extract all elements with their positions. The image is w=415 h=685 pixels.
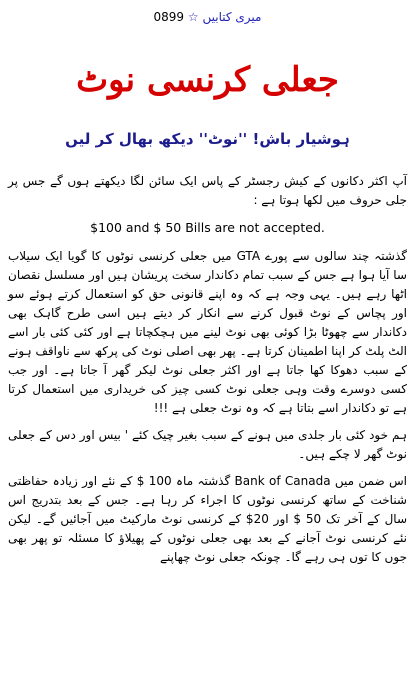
article-title: جعلی کرنسی نوٹ bbox=[76, 60, 339, 100]
header-site-name[interactable]: میری کتابیں bbox=[202, 10, 262, 24]
page-header bbox=[0, 10, 415, 30]
article-body bbox=[8, 172, 407, 575]
intro-paragraph: آپ اکثر دکانوں کے کیش رجسٹر کے پاس ایک سائن لگا دیکھتے ہوں گے جس پر جلی حروف میں لکھا ہوتا ہے : bbox=[8, 174, 407, 207]
notice-text: $100 and $ 50 Bills are not accepted. bbox=[90, 220, 325, 235]
article-subtitle: ہوشیار باش! ''نوٹ'' دیکھ بھال کر لیں bbox=[65, 130, 350, 148]
star-icon: ☆ bbox=[187, 10, 199, 24]
paragraph-2: ہم خود کئی بار جلدی میں ہونے کے سبب بغیر چیک کئے ' بیس اور دس کے جعلی نوٹ گھر لا چکے ہیں۔ bbox=[8, 428, 407, 461]
header-number: 0899 bbox=[153, 10, 185, 24]
paragraph-3: اس ضمن میں Bank of Canada گذشتہ ماہ 100 $ کے نئے اور زیادہ حفاظتی شناخت کے ساتھ کرنسی نوٹوں کا اجراء کر رہا ہے۔ جس کے بعد بتدریج اس سال کے آخر تک 50 $ اور 20$ کے کرنسی نوٹ مارکیٹ میں آجائیں گے۔ لیکن نئے کرنسی نوٹ آجانے کے بعد بھی جعلی نوٹوں کے پھیلاؤ کا مسئلہ تو پھر بھی جوں کا توں ہی رہے گا۔ چونکہ جعلی نوٹ چھاپنے bbox=[8, 474, 408, 564]
paragraph-1: گذشتہ چند سالوں سے پورے GTA میں جعلی کرنسی نوٹوں کا گویا ایک سیلاب سا آیا ہوا ہے جس کے سبب تمام دکاندار سخت پریشان ہیں اور مسلسل نقصان اٹھا رہے ہیں۔ یہی وجہ ہے کہ وہ اپنے قانونی حق کو استعمال کرتے ہوئے سو اور پچاس کے نوٹ قبول کرنے سے انکار کر دیتے ہیں اسی طرح گاہک بھی دکاندار سے چھوٹا بڑا کوئی بھی نوٹ لینے میں ہچکچاتا ہے اور کئی کئی بار اسے الٹ پلٹ کر اپنا اطمینان کرتا ہے۔ پھر بھی اصلی نوٹ کی پرکھ سے ناواقف ہونے کے سبب دھوکا کھا جاتا ہے اور اکثر جعلی نوٹ لیکر گھر آ جاتا ہے۔ اور جب کسی دوسرے وقت وہی جعلی نوٹ کسی چیز کی خریداری میں استعمال کرتا ہے تو دکاندار اسے بتاتا ہے کہ وہ نوٹ جعلی ہے !!! bbox=[8, 249, 407, 415]
